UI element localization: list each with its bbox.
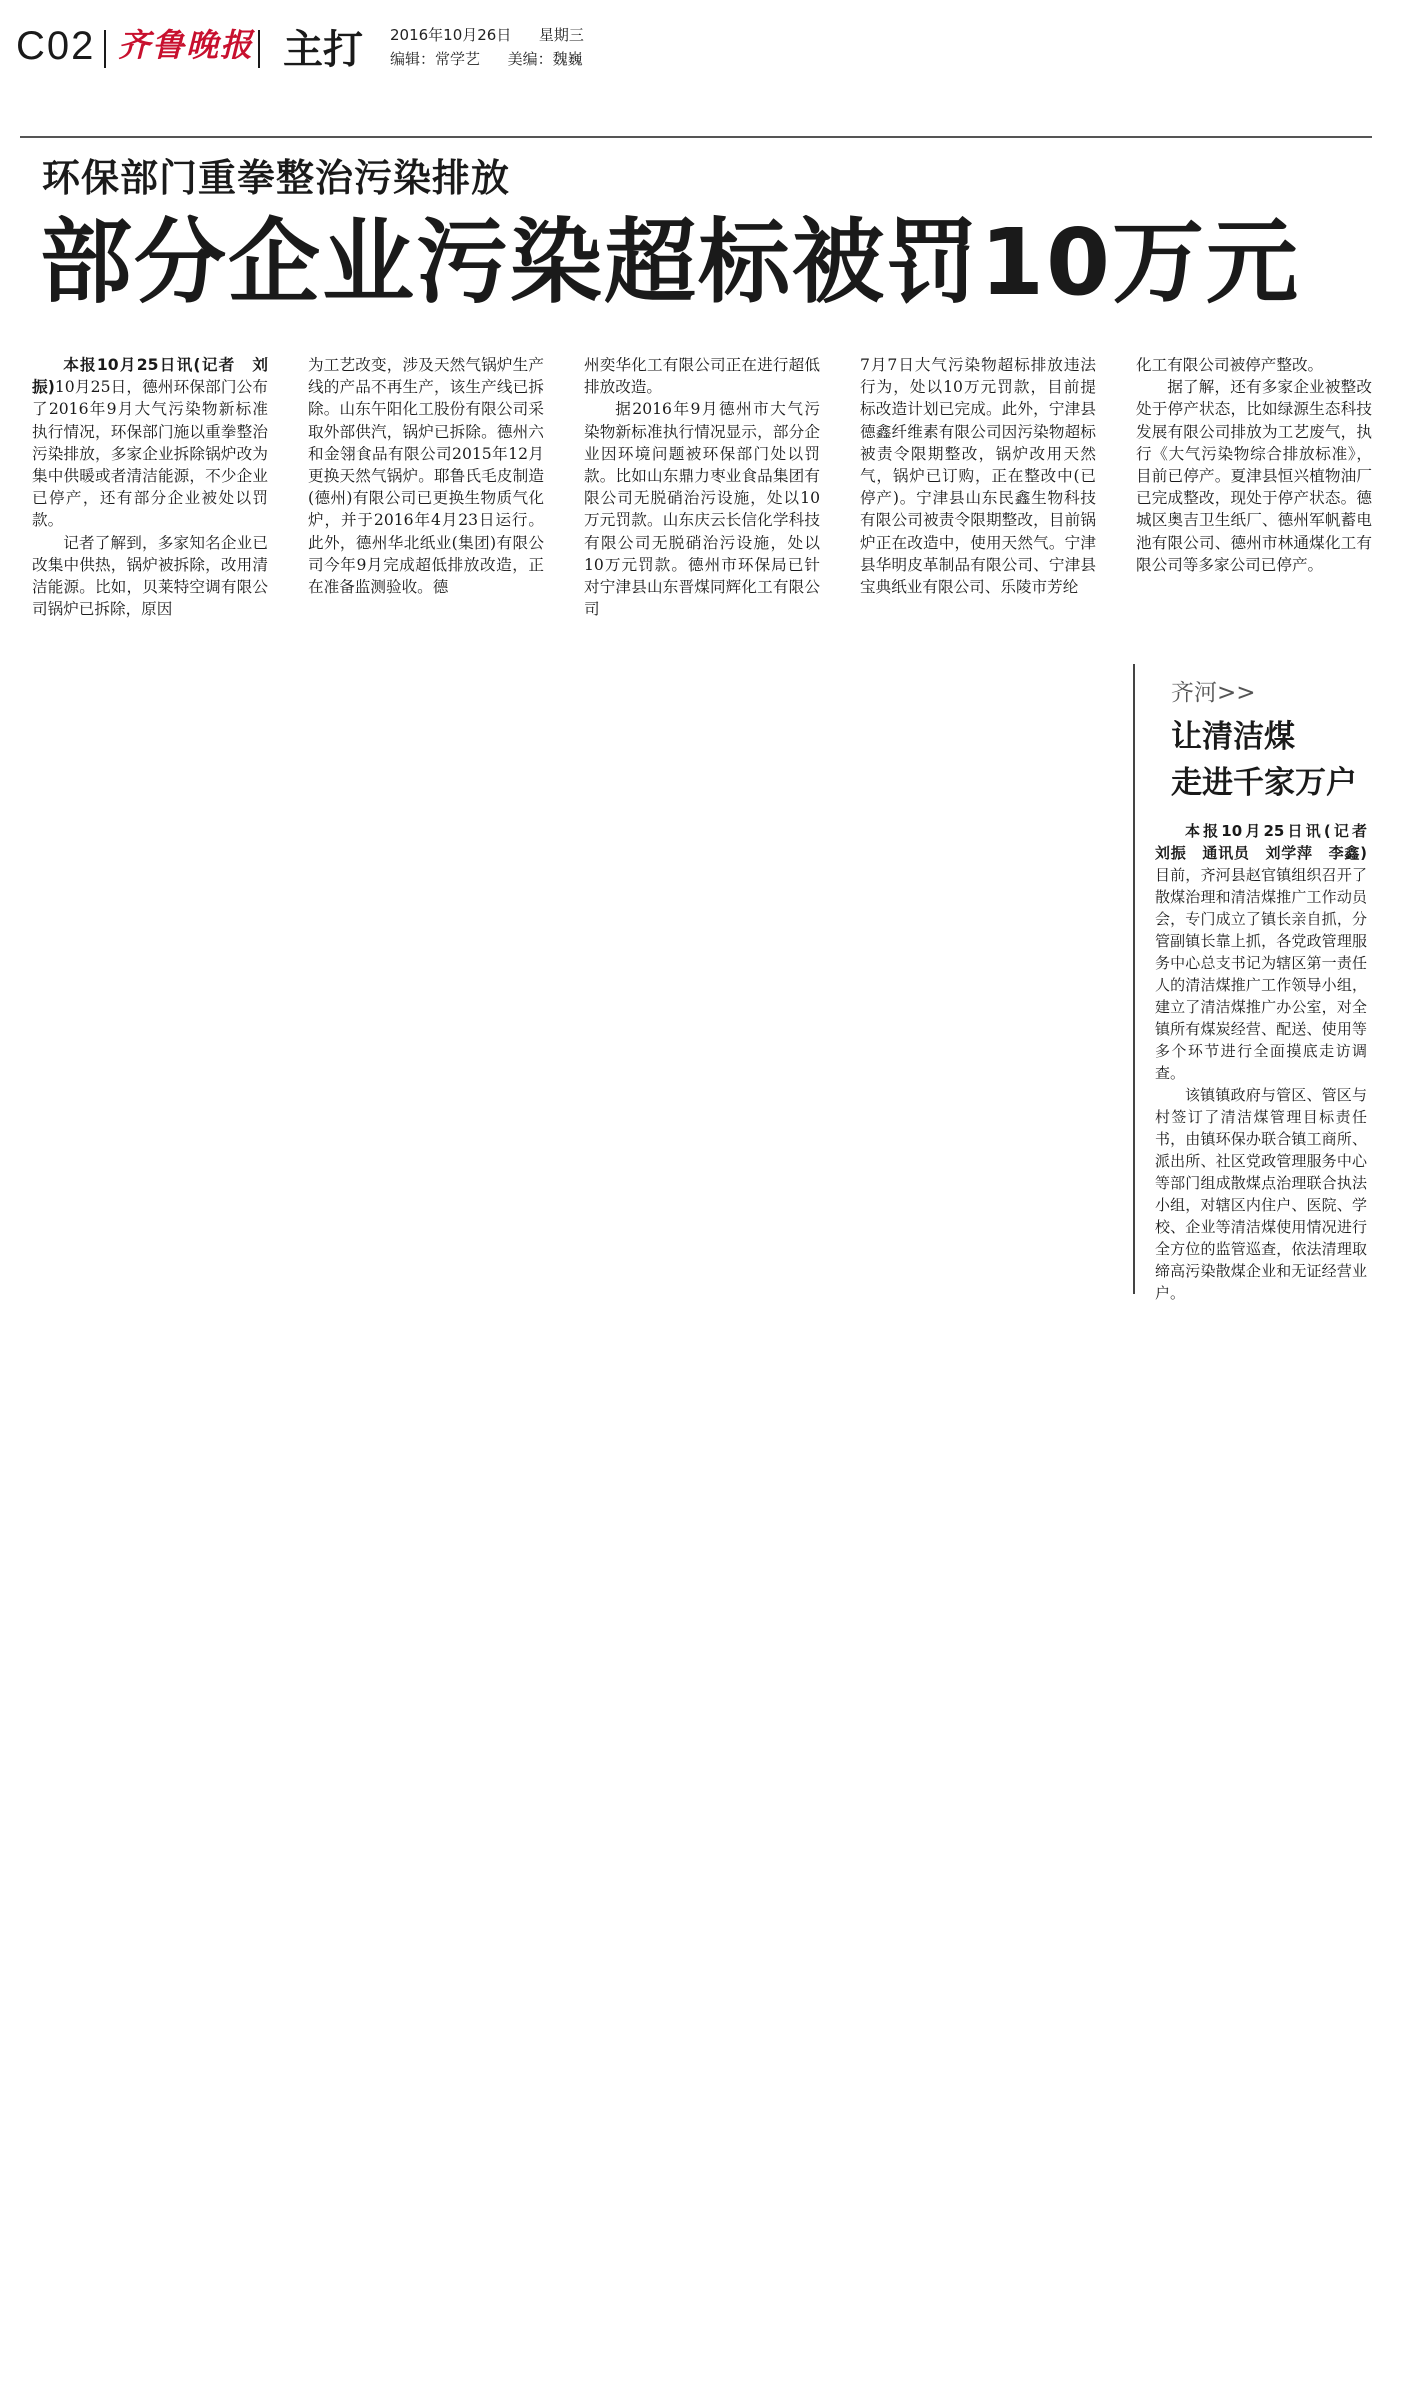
sidebar-title-line: 走进千家万户 xyxy=(1171,765,1357,801)
article-paragraph: 为工艺改变，涉及天然气锅炉生产线的产品不再生产，该生产线已拆除。山东午阳化工股份有限公司采取外部供汽，锅炉已拆除。德州六和金翎食品有限公司2015年12月更换天然气锅炉。耶鲁氏毛皮制造(德州)有限公司已更换生物质气化炉，并于2016年4月23日运行。此外，德州华北纸业(集团)有限公司今年9月完成超低排放改造，正在准备监测验收。德 xyxy=(308,356,544,597)
article-column-1 xyxy=(32,354,268,620)
sidebar-kicker: 齐河>> xyxy=(1171,680,1256,706)
masthead-divider xyxy=(104,30,106,68)
sidebar-title-line: 让清洁煤 xyxy=(1171,719,1295,755)
editor-credit: 编辑：常学艺 xyxy=(390,50,481,68)
article-paragraph: 据了解，还有多家企业被整改处于停产状态，比如绿源生态科技发展有限公司排放为工艺废气，执行《大气污染物综合排放标准》，目前已停产。夏津县恒兴植物油厂已完成整改，现处于停产状态。德城区奥吉卫生纸厂、德州军帆蓄电池有限公司、德州市林通煤化工有限公司等多家公司已停产。 xyxy=(1136,378,1372,574)
article-subhead: 环保部门重拳整治污染排放 xyxy=(42,156,511,200)
masthead-divider xyxy=(258,30,260,68)
sidebar-article xyxy=(1133,664,1383,1302)
article-column-5 xyxy=(1136,354,1372,576)
sidebar-dateline: 本报10月25日讯(记者 刘振 通讯员 刘学萍 李鑫) xyxy=(1155,822,1383,862)
issue-weekday: 星期三 xyxy=(538,26,584,44)
designer-credit: 美编：魏巍 xyxy=(507,50,583,68)
newspaper-logo: 齐鲁晚报 xyxy=(118,26,255,64)
article-paragraph: 州奕华化工有限公司正在进行超低排放改造。 xyxy=(584,356,820,397)
header-rule xyxy=(20,136,1372,138)
issue-date-line xyxy=(390,24,584,45)
sidebar-paragraph: 该镇镇政府与管区、管区与村签订了清洁煤管理目标责任书，由镇环保办联合镇工商所、派出所、社区党政管理服务中心等部门组成散煤点治理联合执法小组，对辖区内住户、医院、学校、企业等清洁煤使用情况进行全方位的监管巡查，依法清理取缔高污染散煤企业和无证经营业户。 xyxy=(1155,1086,1367,1302)
sidebar-body xyxy=(1155,820,1383,1304)
section-name: 主打 xyxy=(283,27,363,73)
article-column-3 xyxy=(584,354,820,620)
article-column-4 xyxy=(860,354,1096,598)
article-paragraph: 记者了解到，多家知名企业已改集中供热，锅炉被拆除，改用清洁能源。比如，贝莱特空调有限公司锅炉已拆除，原因 xyxy=(32,533,268,619)
article-paragraph: 7月7日大气污染物超标排放违法行为，处以10万元罚款，目前提标改造计划已完成。此外，宁津县德鑫纤维素有限公司因污染物超标被责令限期整改，锅炉改用天然气，锅炉已订购，正在整改中(已停产)。宁津县山东民鑫生物科技有限公司被责令限期整改，目前锅炉正在改造中，使用天然气。宁津县华明皮革制品有限公司、宁津县宝典纸业有限公司、乐陵市芳纶 xyxy=(860,356,1096,597)
article-paragraph: 化工有限公司被停产整改。 xyxy=(1136,356,1324,374)
staff-line xyxy=(390,48,583,69)
article-headline: 部分企业污染超标被罚10万元 xyxy=(40,209,1301,316)
masthead xyxy=(0,0,1413,150)
article-paragraph: 据2016年9月德州市大气污染物新标准执行情况显示，部分企业因环境问题被环保部门处以罚款。比如山东鼎力枣业食品集团有限公司无脱硝治污设施，处以10万元罚款。山东庆云长信化学科技有限公司无脱硝治污设施，处以10万元罚款。德州市环保局已针对宁津县山东晋煤同辉化工有限公司 xyxy=(584,400,820,619)
page-number: C02 xyxy=(16,24,96,68)
article-dateline: 本报10月25日讯(记者 刘振) xyxy=(32,356,268,397)
article-paragraph: 10月25日，德州环保部门公布了2016年9月大气污染物新标准执行情况，环保部门施以重拳整治污染排放，多家企业拆除锅炉改为集中供暖或者清洁能源，不少企业已停产，还有部分企业被处以罚款。 xyxy=(32,378,268,530)
issue-date: 2016年10月26日 xyxy=(390,26,512,44)
sidebar-paragraph: 目前，齐河县赵官镇组织召开了散煤治理和清洁煤推广工作动员会，专门成立了镇长亲自抓，分管副镇长靠上抓，各党政管理服务中心总支书记为辖区第一责任人的清洁煤推广工作领导小组，建立了清洁煤推广办公室，对全镇所有煤炭经营、配送、使用等多个环节进行全面摸底走访调查。 xyxy=(1155,866,1367,1082)
sidebar-title xyxy=(1171,714,1357,806)
article-column-2 xyxy=(308,354,544,598)
